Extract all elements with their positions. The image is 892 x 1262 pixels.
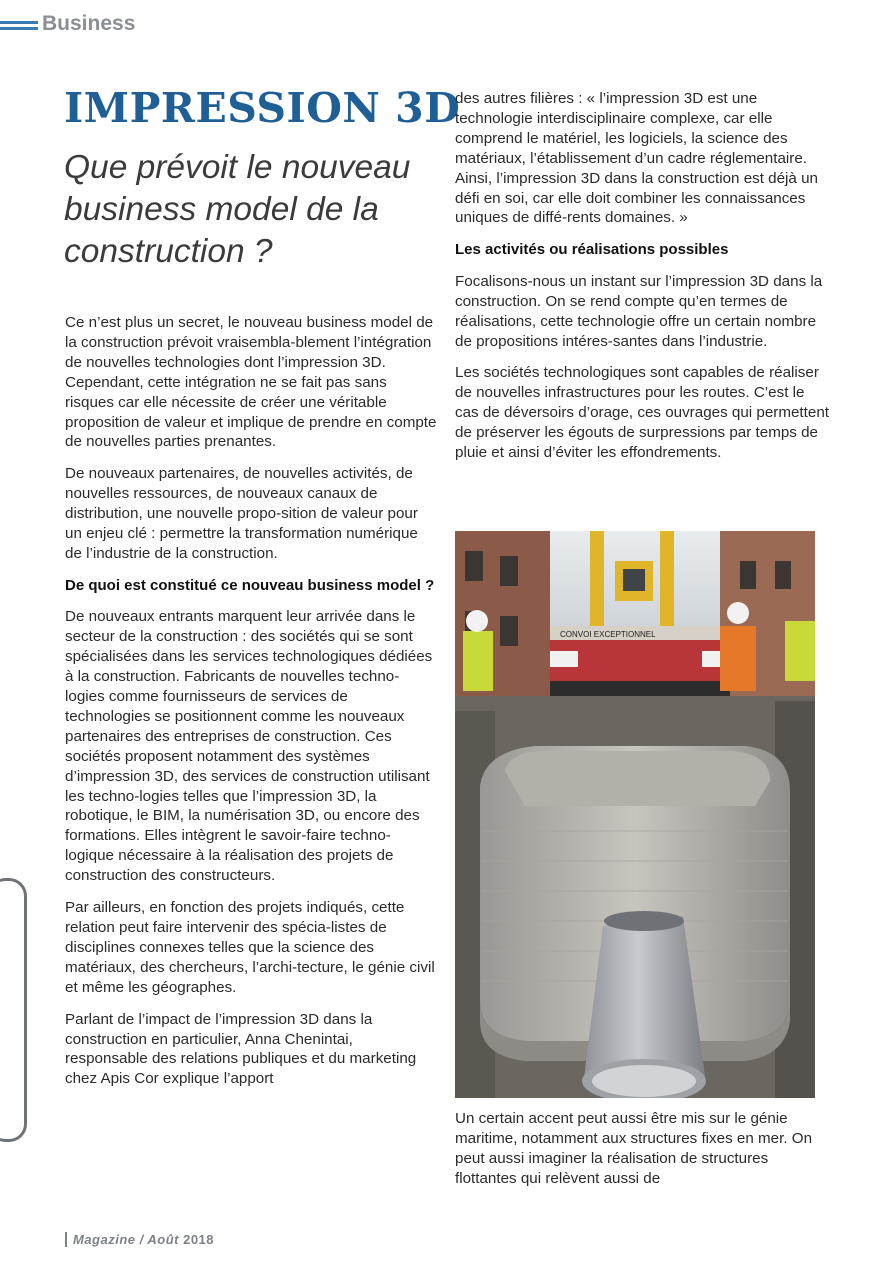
paragraph: Par ailleurs, en fonction des projets indiqués, cette relation peut faire intervenir des spécia-listes de disciplines connexes telles que la science des matériaux, des chercheurs, l’archi-tecture, le génie civil et même les géographes.: [65, 899, 435, 996]
section-heading: Les activités ou réalisations possibles: [455, 241, 729, 259]
side-bracket-decoration: [0, 878, 27, 1142]
paragraph: Un certain accent peut aussi être mis sur le génie maritime, notamment aux structures fixes en mer. On peut aussi imaginer la réalisation de structures flottantes qui relèvent aussi de: [455, 1110, 813, 1187]
truck-sign: CONVOI EXCEPTIONNEL: [560, 630, 656, 639]
footer-magazine: Magazine / Août: [73, 1232, 179, 1247]
paragraph: Focalisons-nous un instant sur l’impression 3D dans la construction. On se rend compte qu’en termes de réalisations, cette technologie offre un certain nombre de propositions intéres-santes dans l’industrie.: [455, 272, 823, 350]
paragraph: Ce n’est plus un secret, le nouveau business model de la construction prévoit vraisembla-blement l’intégration de nouvelles technologies dont l’impression 3D. Cependant, cette intégration ne se fait pas sans risques car elle nécessite de créer une véritable proposition de valeur et implique de prendre en compte de nouvelles parties prenantes.: [65, 314, 437, 451]
construction-photo: [455, 531, 815, 1098]
paragraph: Parlant de l’impact de l’impression 3D dans la construction en particulier, Anna Chenintai, responsable des relations publiques et du marketing chez Apis Cor explique l’apport: [65, 1010, 417, 1088]
section-heading: De quoi est constitué ce nouveau business model ?: [65, 576, 435, 594]
section-lines: [0, 21, 38, 33]
paragraph: De nouveaux entrants marquent leur arrivée dans le secteur de la construction : des sociétés qui se sont spécialisées dans les services technologiques dédiées à la construction. Fabricants de nouvelles techno-logies comme fournisseurs de services de technologies se positionnent comme les nouveaux partenaires des entreprises de construction. Ces sociétés proposent notamment des systèmes d’impression 3D, des services de construction utilisant les techno-logies telles que l’impression 3D, la robotique, le BIM, la numérisation 3D, ou encore des formations. Elles intègrent le savoir-faire techno-logique nécessaire à la réalisation des projets de construction des constructeurs.: [65, 608, 433, 885]
footer-year: 2018: [183, 1232, 215, 1247]
article-title: IMPRESSION 3D: [64, 84, 461, 132]
paragraph: De nouveaux partenaires, de nouvelles activités, de nouvelles ressources, de nouveaux canaux de distribution, une nouvelle propo-sition de valeur pour un enjeu clé : permettre la transformation numérique de l’industrie de la construction.: [65, 465, 418, 562]
paragraph: Les sociétés technologiques sont capables de réaliser de nouvelles infrastructures pour les routes. C’est le cas de déversoirs d’orage, ces ouvrages qui permettent de préserver les égouts de surpressions par temps de pluie et ainsi d’éviter les effondrements.: [455, 364, 829, 462]
section-label: Business: [42, 12, 136, 35]
paragraph: des autres filières : « l’impression 3D est une technologie interdisciplinaire complexe, car elle comprend le matériel, les logiciels, la science des matériaux, l’établissement d’un cadre réglementaire. Ainsi, l’impression 3D dans la construction est déjà un défi en soi, car elle doit combiner les connaissances uniques de diffé-rents domaines. »: [455, 90, 818, 227]
left-column: [65, 313, 437, 1101]
article-subtitle: Que prévoit le nouveau business model de la construction ?: [64, 149, 411, 270]
bottom-right-column: [455, 1109, 830, 1201]
page-footer: [65, 1232, 214, 1247]
right-column: [455, 89, 830, 475]
